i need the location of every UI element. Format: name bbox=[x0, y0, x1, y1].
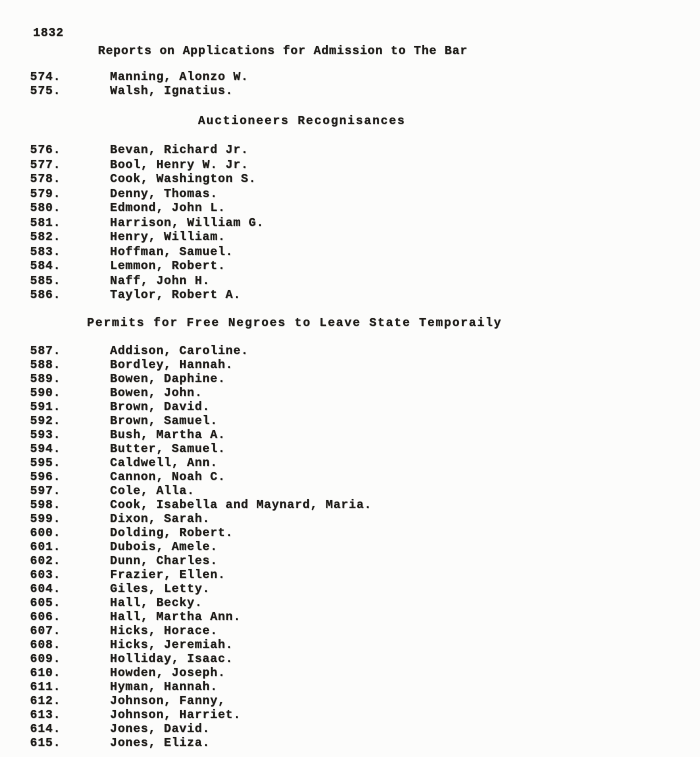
entry-name: Bordley, Hannah. bbox=[110, 357, 234, 372]
entry-number: 589. bbox=[30, 371, 61, 386]
entry-name: Cannon, Noah C. bbox=[110, 469, 226, 484]
entry-row bbox=[0, 736, 700, 750]
entry-number: 597. bbox=[30, 483, 61, 498]
entry-name: Hall, Becky. bbox=[110, 595, 203, 610]
entry-row bbox=[0, 498, 700, 512]
section-auctioneers-recognisances bbox=[0, 115, 700, 303]
entry-row bbox=[0, 456, 700, 470]
entry-row bbox=[0, 470, 700, 484]
entry-list bbox=[0, 70, 700, 98]
entry-row bbox=[0, 722, 700, 736]
entry-row bbox=[0, 259, 700, 274]
entry-name: Brown, Samuel. bbox=[110, 413, 218, 428]
entry-number: 585. bbox=[30, 273, 61, 288]
entry-number: 579. bbox=[30, 186, 61, 201]
entry-name: Lemmon, Robert. bbox=[110, 259, 226, 273]
entry-name: Howden, Joseph. bbox=[110, 665, 226, 680]
entry-row bbox=[0, 358, 700, 372]
entry-name: Hicks, Horace. bbox=[110, 623, 218, 638]
entry-row bbox=[0, 230, 700, 245]
entry-row bbox=[0, 638, 700, 652]
entry-name: Henry, William. bbox=[110, 230, 226, 244]
entry-name: Walsh, Ignatius. bbox=[110, 84, 234, 98]
entry-row bbox=[0, 172, 700, 187]
entry-name: Hoffman, Samuel. bbox=[110, 244, 234, 259]
entry-name: Dubois, Amele. bbox=[110, 539, 218, 554]
entry-row bbox=[0, 216, 700, 231]
entry-row bbox=[0, 372, 700, 386]
entry-name: Hall, Martha Ann. bbox=[110, 609, 241, 624]
entry-name: Taylor, Robert A. bbox=[110, 288, 241, 302]
entry-name: Edmond, John L. bbox=[110, 201, 226, 215]
entry-name: Johnson, Fanny, bbox=[110, 693, 226, 708]
entry-number: 581. bbox=[30, 215, 61, 230]
entry-number: 608. bbox=[30, 637, 61, 652]
entry-number: 575. bbox=[30, 84, 61, 98]
entry-row bbox=[0, 84, 700, 98]
entry-row bbox=[0, 666, 700, 680]
entry-row bbox=[0, 694, 700, 708]
entry-number: 600. bbox=[30, 525, 61, 540]
entry-number: 604. bbox=[30, 581, 61, 596]
entry-number: 613. bbox=[30, 707, 61, 722]
entry-row bbox=[0, 596, 700, 610]
entry-name: Caldwell, Ann. bbox=[110, 455, 218, 470]
entry-name: Dixon, Sarah. bbox=[110, 511, 211, 526]
entry-name: Holliday, Isaac. bbox=[110, 651, 234, 666]
entry-name: Bevan, Richard Jr. bbox=[110, 143, 249, 157]
entry-row bbox=[0, 158, 700, 173]
entry-number: 612. bbox=[30, 693, 61, 708]
entry-name: Denny, Thomas. bbox=[110, 186, 218, 201]
entry-row bbox=[0, 484, 700, 498]
entry-name: Dolding, Robert. bbox=[110, 525, 234, 540]
entry-name: Johnson, Harriet. bbox=[110, 707, 241, 722]
entry-number: 606. bbox=[30, 609, 61, 624]
entry-number: 577. bbox=[30, 157, 61, 172]
entry-number: 593. bbox=[30, 427, 61, 442]
entry-number: 582. bbox=[30, 230, 61, 244]
entry-name: Brown, David. bbox=[110, 399, 211, 414]
entry-name: Cook, Washington S. bbox=[110, 172, 257, 186]
entry-row bbox=[0, 652, 700, 666]
entry-number: 580. bbox=[30, 201, 61, 215]
entry-row bbox=[0, 274, 700, 289]
page-number: 1832 bbox=[33, 26, 64, 40]
entry-row bbox=[0, 288, 700, 303]
entry-number: 615. bbox=[30, 735, 61, 750]
entry-number: 610. bbox=[30, 665, 61, 680]
entry-number: 598. bbox=[30, 497, 61, 512]
entry-number: 605. bbox=[30, 595, 61, 610]
entry-name: Manning, Alonzo W. bbox=[110, 70, 249, 84]
entry-number: 614. bbox=[30, 721, 61, 736]
entry-row bbox=[0, 428, 700, 442]
entry-number: 587. bbox=[30, 343, 61, 358]
entry-row bbox=[0, 442, 700, 456]
entry-number: 601. bbox=[30, 539, 61, 554]
entry-name: Bowen, Daphine. bbox=[110, 371, 226, 386]
entry-name: Cole, Alla. bbox=[110, 483, 195, 498]
entry-row bbox=[0, 245, 700, 260]
entry-row bbox=[0, 187, 700, 202]
section-heading: Auctioneers Recognisances bbox=[198, 114, 406, 128]
entry-number: 602. bbox=[30, 553, 61, 568]
entry-number: 594. bbox=[30, 441, 61, 456]
entry-row bbox=[0, 400, 700, 414]
entry-row bbox=[0, 143, 700, 158]
section-bar-admission-reports bbox=[0, 45, 700, 98]
entry-number: 576. bbox=[30, 143, 61, 157]
entry-name: Bowen, John. bbox=[110, 385, 203, 400]
entry-row bbox=[0, 414, 700, 428]
entry-name: Cook, Isabella and Maynard, Maria. bbox=[110, 497, 372, 512]
entry-name: Dunn, Charles. bbox=[110, 553, 218, 568]
entry-name: Jones, David. bbox=[110, 721, 211, 736]
entry-number: 607. bbox=[30, 623, 61, 638]
entry-row bbox=[0, 386, 700, 400]
entry-number: 596. bbox=[30, 469, 61, 484]
entry-name: Bool, Henry W. Jr. bbox=[110, 157, 249, 172]
entry-name: Hicks, Jeremiah. bbox=[110, 637, 234, 652]
entry-row bbox=[0, 344, 700, 358]
entry-number: 595. bbox=[30, 455, 61, 470]
entry-row bbox=[0, 624, 700, 638]
section-free-negro-travel-permits bbox=[0, 317, 700, 750]
entry-number: 592. bbox=[30, 413, 61, 428]
entry-number: 590. bbox=[30, 385, 61, 400]
entry-number: 609. bbox=[30, 651, 61, 666]
entry-row bbox=[0, 512, 700, 526]
entry-name: Frazier, Ellen. bbox=[110, 567, 226, 582]
entry-name: Butter, Samuel. bbox=[110, 441, 226, 456]
entry-row bbox=[0, 526, 700, 540]
sections bbox=[0, 45, 700, 750]
entry-row bbox=[0, 582, 700, 596]
entry-number: 586. bbox=[30, 288, 61, 302]
entry-name: Naff, John H. bbox=[110, 273, 211, 288]
entry-name: Addison, Caroline. bbox=[110, 343, 249, 358]
entry-list bbox=[0, 344, 700, 750]
entry-row bbox=[0, 70, 700, 84]
entry-row bbox=[0, 708, 700, 722]
entry-name: Harrison, William G. bbox=[110, 215, 265, 230]
entry-number: 588. bbox=[30, 357, 61, 372]
entry-row bbox=[0, 540, 700, 554]
entry-number: 578. bbox=[30, 172, 61, 186]
entry-row bbox=[0, 568, 700, 582]
entry-list bbox=[0, 143, 700, 303]
entry-number: 574. bbox=[30, 70, 61, 84]
entry-number: 591. bbox=[30, 399, 61, 414]
entry-name: Bush, Martha A. bbox=[110, 427, 226, 442]
entry-number: 611. bbox=[30, 679, 61, 694]
entry-row bbox=[0, 554, 700, 568]
entry-name: Hyman, Hannah. bbox=[110, 679, 218, 694]
section-heading: Permits for Free Negroes to Leave State Temporaily bbox=[87, 315, 503, 330]
entry-number: 583. bbox=[30, 244, 61, 259]
entry-number: 584. bbox=[30, 259, 61, 273]
entry-row bbox=[0, 610, 700, 624]
entry-name: Giles, Letty. bbox=[110, 581, 211, 596]
entry-number: 603. bbox=[30, 567, 61, 582]
entry-row bbox=[0, 680, 700, 694]
entry-number: 599. bbox=[30, 511, 61, 526]
entry-name: Jones, Eliza. bbox=[110, 735, 211, 750]
entry-row bbox=[0, 201, 700, 216]
section-heading: Reports on Applications for Admission to The Bar bbox=[98, 44, 468, 58]
